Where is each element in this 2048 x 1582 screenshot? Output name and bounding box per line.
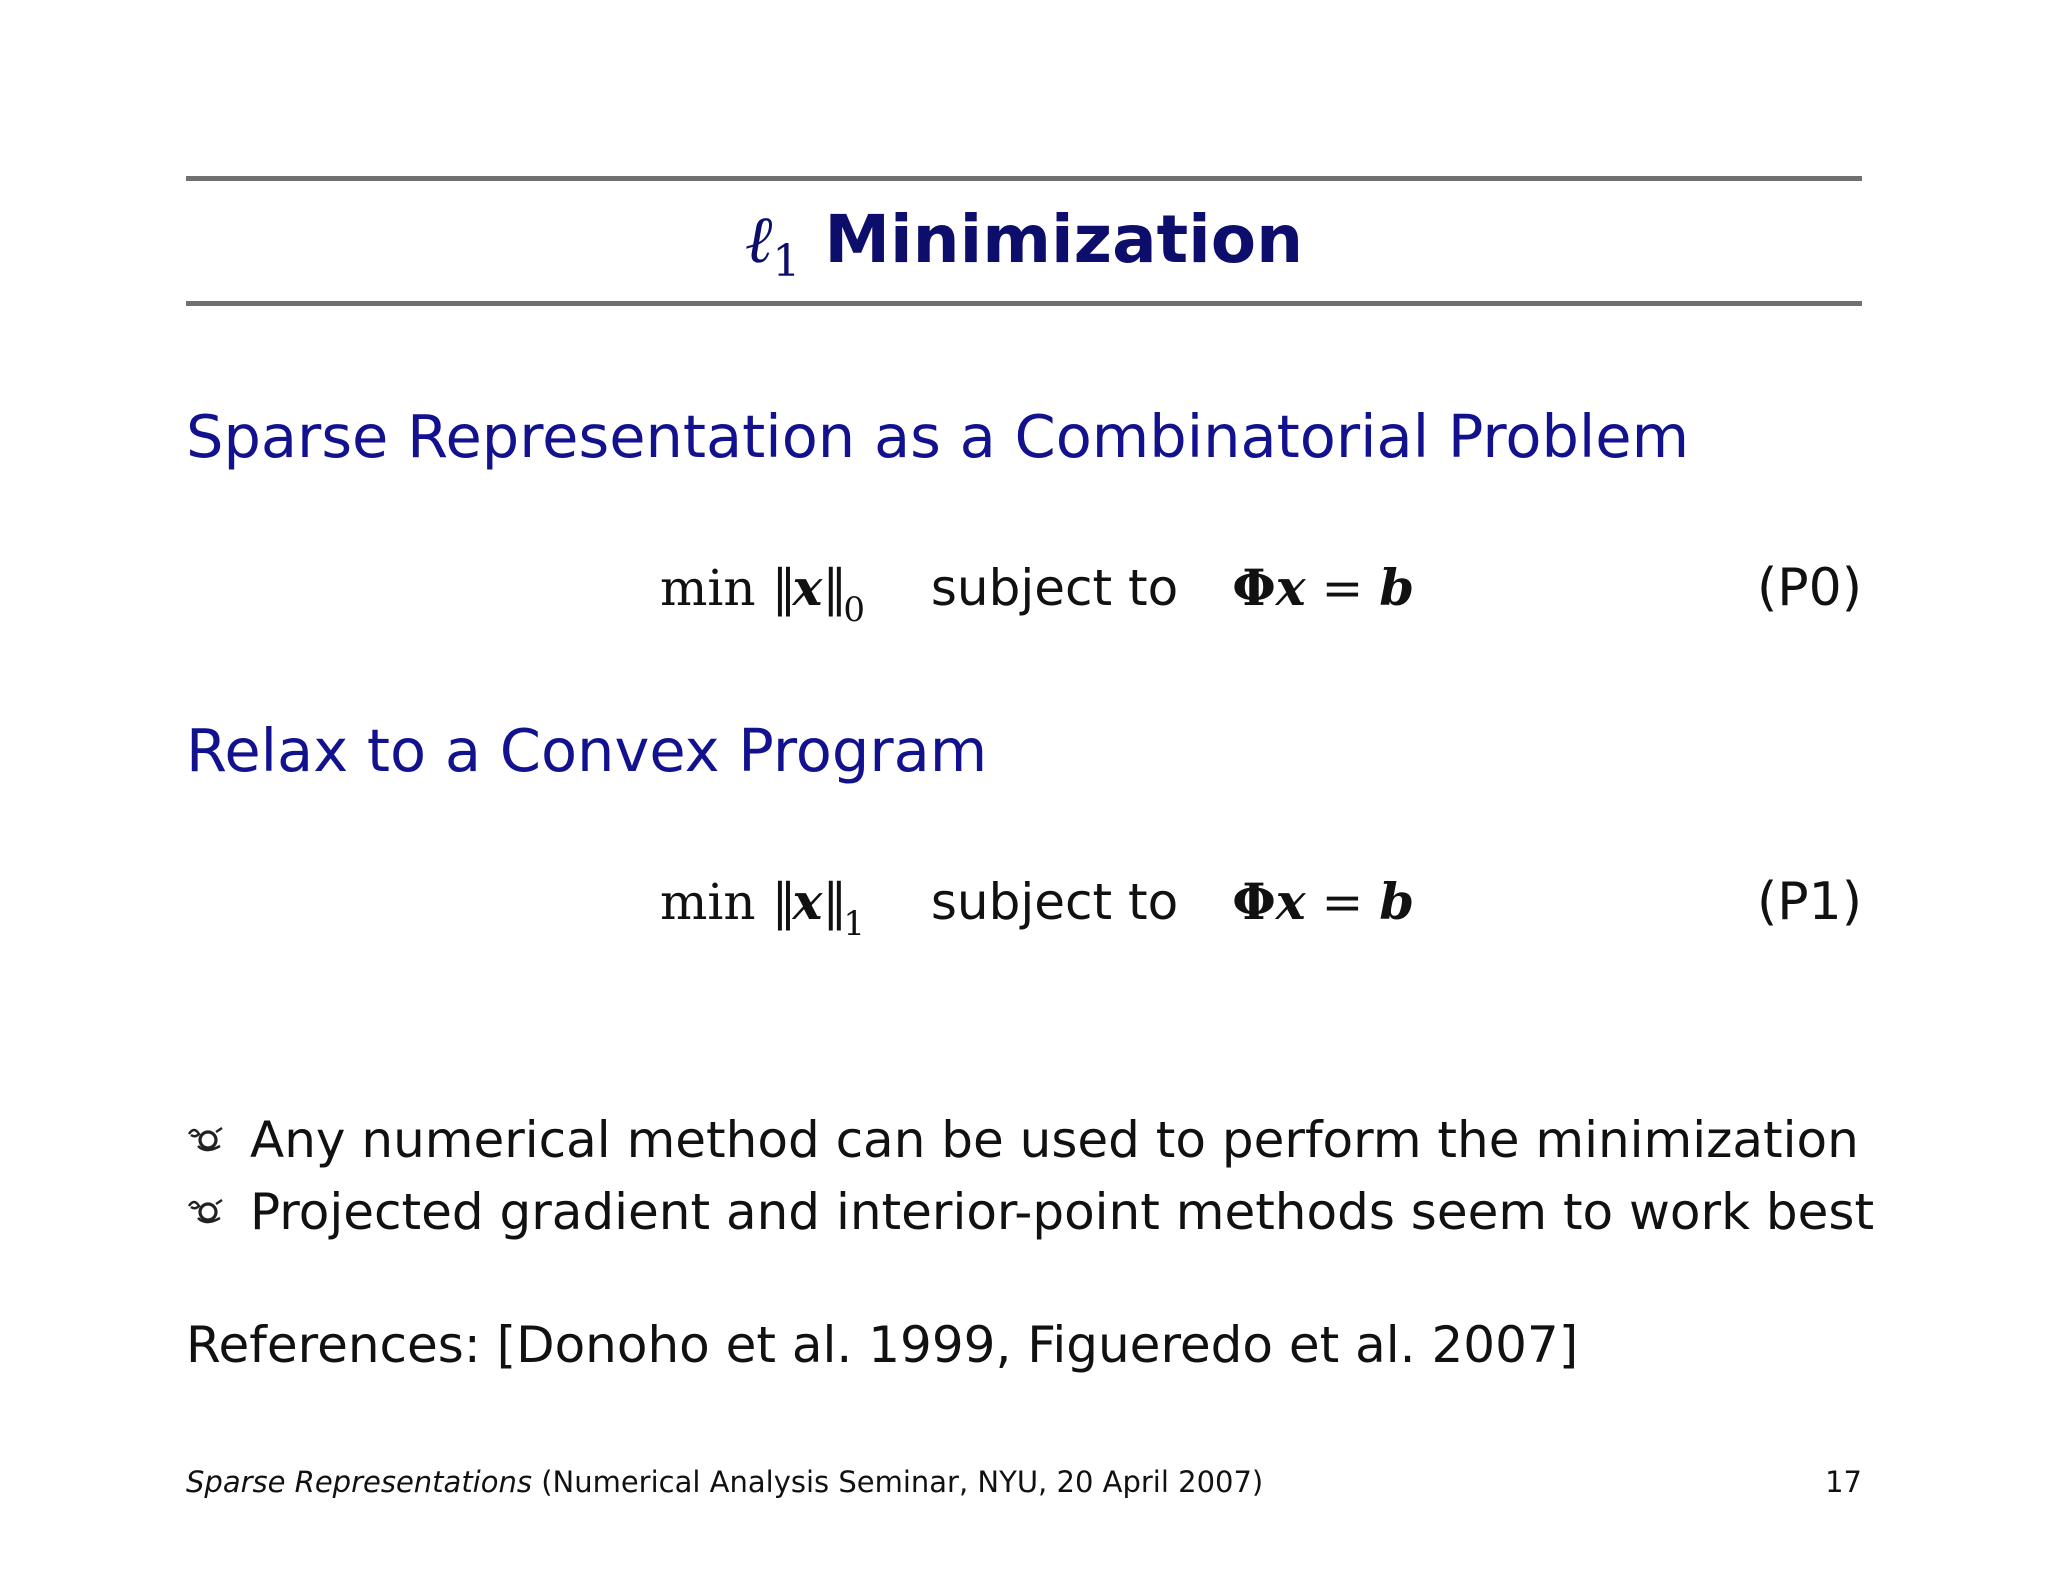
matrix-phi: Φ xyxy=(1232,558,1276,617)
references-line: References: [Donoho et al. 1999, Figueredo et al. 2007] xyxy=(186,1316,1579,1374)
matrix-phi: Φ xyxy=(1232,872,1276,931)
footer-details: (Numerical Analysis Seminar, NYU, 20 April 2007) xyxy=(541,1465,1264,1499)
list-item xyxy=(186,1176,1874,1248)
bullet-text: Projected gradient and interior-point methods seem to work best xyxy=(250,1183,1875,1241)
title-subscript: 1 xyxy=(772,236,801,287)
lhs-variable: x xyxy=(1275,558,1306,617)
title-bottom-rule xyxy=(186,301,1862,306)
min-operator: min xyxy=(660,559,756,617)
footer-citation xyxy=(186,1462,1263,1502)
norm-open: ‖ xyxy=(771,559,793,617)
min-operator: min xyxy=(660,873,756,931)
title-ell-symbol: ℓ xyxy=(744,201,773,278)
norm-index: 1 xyxy=(843,904,865,944)
list-item xyxy=(186,1104,1874,1176)
section-heading-convex: Relax to a Convex Program xyxy=(186,716,988,785)
title-top-rule xyxy=(186,176,1862,181)
equation-tag-p1: (P1) xyxy=(1756,872,1862,932)
rhs-vector: b xyxy=(1379,558,1415,617)
equals-sign: = xyxy=(1321,873,1364,931)
ornament-bullet-icon xyxy=(186,1120,226,1160)
slide-title xyxy=(186,195,1862,285)
section-heading-combinatorial: Sparse Representation as a Combinatorial Problem xyxy=(186,402,1690,471)
variable-x: x xyxy=(792,558,823,617)
bullet-list xyxy=(186,1104,1874,1248)
variable-x: x xyxy=(792,872,823,931)
equation-p0 xyxy=(660,548,1414,628)
rhs-vector: b xyxy=(1379,872,1415,931)
constraint-text: subject to xyxy=(930,873,1179,931)
page-number: 17 xyxy=(1825,1465,1862,1499)
bullet-text: Any numerical method can be used to perform the minimization xyxy=(250,1111,1859,1169)
title-text: Minimization xyxy=(824,201,1304,278)
norm-close: ‖ xyxy=(822,559,844,617)
norm-index: 0 xyxy=(843,590,865,630)
lhs-variable: x xyxy=(1275,872,1306,931)
constraint-text: subject to xyxy=(930,559,1179,617)
footer-title: Sparse Representations xyxy=(186,1465,532,1499)
norm-open: ‖ xyxy=(771,873,793,931)
equals-sign: = xyxy=(1321,559,1364,617)
norm-close: ‖ xyxy=(822,873,844,931)
ornament-bullet-icon xyxy=(186,1192,226,1232)
equation-p1 xyxy=(660,862,1414,942)
equation-tag-p0: (P0) xyxy=(1756,558,1862,618)
